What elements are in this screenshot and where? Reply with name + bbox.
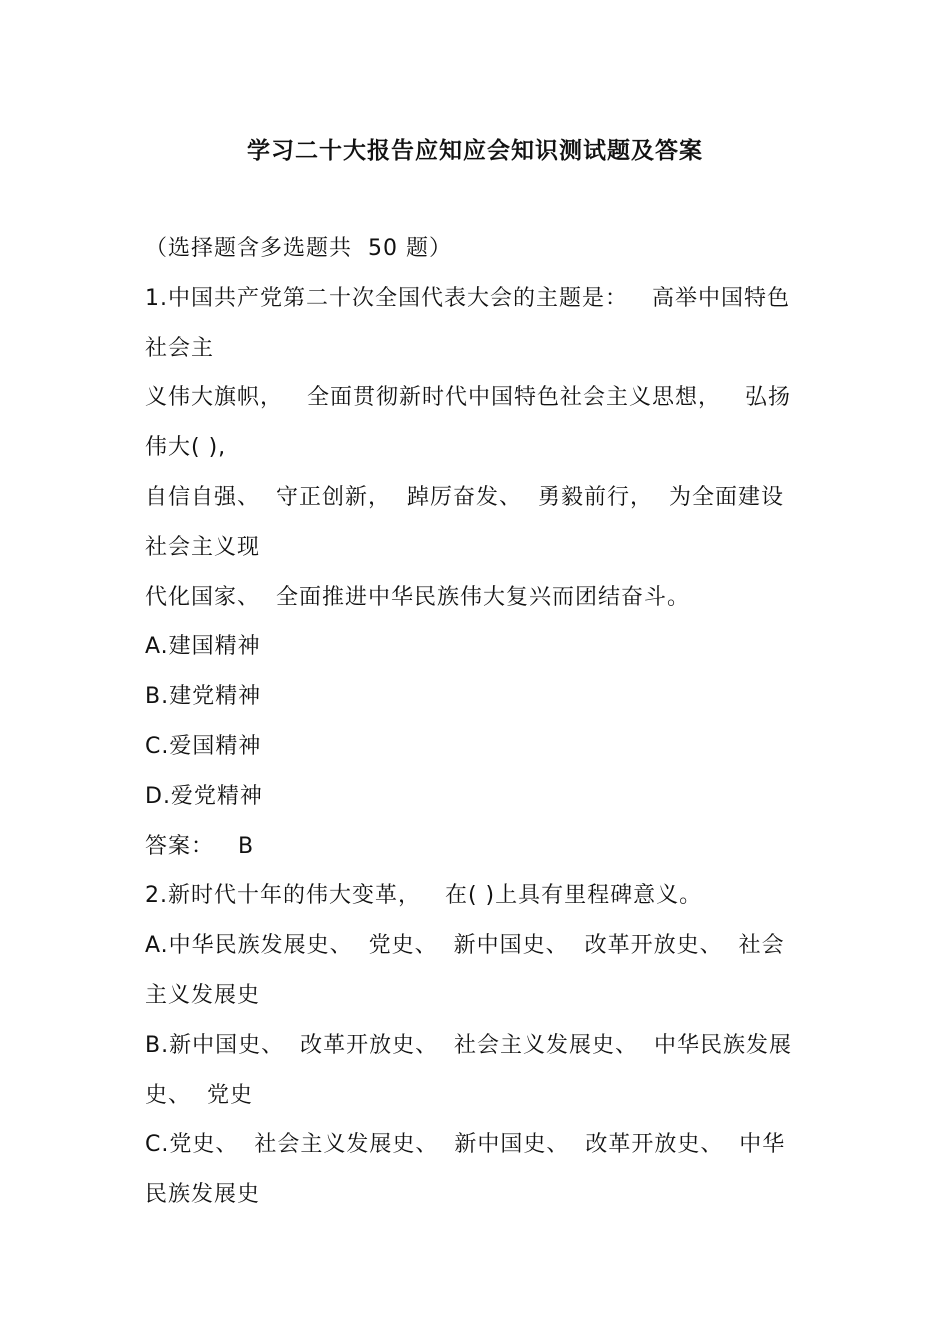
question-2-option-a-line-1: A.中华民族发展史、 党史、 新中国史、 改革开放史、 社会 bbox=[145, 933, 785, 959]
question-1-text-line-4: 伟大( ), bbox=[145, 435, 227, 461]
question-1-option-a: A.建国精神 bbox=[145, 634, 261, 660]
document-body bbox=[145, 228, 815, 1224]
question-2-option-c-line-1: C.党史、 社会主义发展史、 新中国史、 改革开放史、 中华 bbox=[145, 1132, 786, 1158]
question-1-text-line-5: 自信自强、 守正创新， 踔厉奋发、 勇毅前行， 为全面建设 bbox=[145, 484, 784, 510]
question-2-option-c-line-2: 民族发展史 bbox=[145, 1182, 261, 1208]
question-2-option-b-line-2: 史、 党史 bbox=[145, 1082, 253, 1108]
section-note: （选择题含多选题共 50 题） bbox=[145, 236, 452, 261]
question-2-text: 2.新时代十年的伟大变革， 在( )上具有里程碑意义。 bbox=[145, 883, 703, 909]
question-1-text-line-7: 代化国家、 全面推进中华民族伟大复兴而团结奋斗。 bbox=[145, 584, 690, 610]
question-1-text-line-1: 1.中国共产党第二十次全国代表大会的主题是： 高举中国特色 bbox=[145, 285, 790, 311]
question-1-option-d: D.爱党精神 bbox=[145, 783, 263, 809]
document-title: 学习二十大报告应知应会知识测试题及答案 bbox=[247, 138, 703, 164]
question-1-option-b: B.建党精神 bbox=[145, 684, 262, 710]
question-1-text-line-2: 社会主 bbox=[145, 335, 215, 361]
question-1-answer: 答案： B bbox=[145, 833, 255, 859]
question-1-text-line-3: 义伟大旗帜， 全面贯彻新时代中国特色社会主义思想， 弘扬 bbox=[145, 385, 791, 411]
question-1-text-line-6: 社会主义现 bbox=[145, 534, 261, 560]
question-2-option-a-line-2: 主义发展史 bbox=[145, 982, 261, 1008]
question-2-option-b-line-1: B.新中国史、 改革开放史、 社会主义发展史、 中华民族发展 bbox=[145, 1032, 793, 1058]
question-1-option-c: C.爱国精神 bbox=[145, 733, 262, 759]
